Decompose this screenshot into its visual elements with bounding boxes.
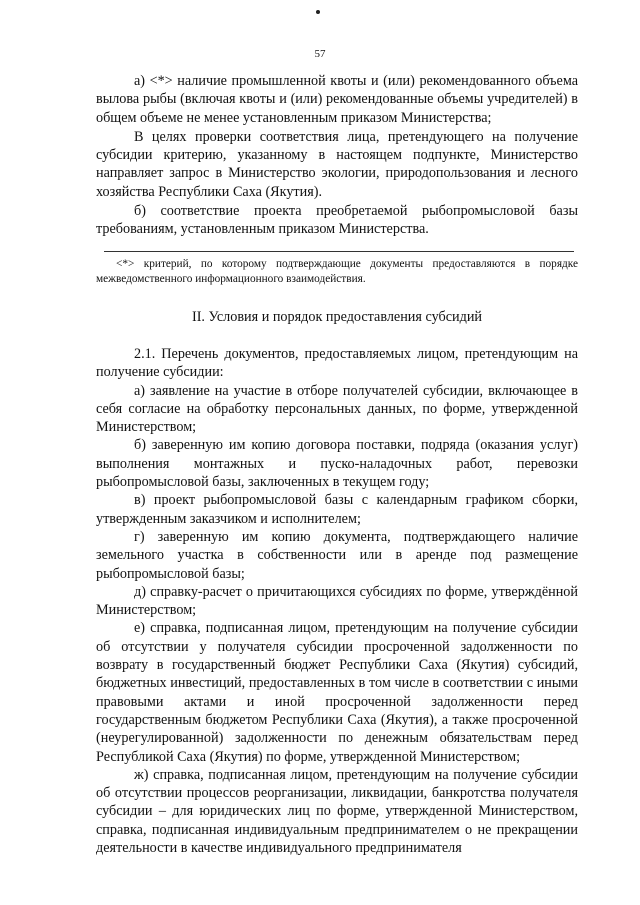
footnote-separator (104, 251, 574, 252)
list-item-e: е) справка, подписанная лицом, претендующим на получение субсидии об отсутствии у получателя субсидии просроченной задолженности по возврату в государственный бюджет Республики Саха (Якутия) субсидий, бюджетных инвестиций, предоставленных в том числе в соответствии с иными правовыми актами и иной просроченной задолженности перед государственным бюджетом Республики Саха (Якутия), а также просроченной (неурегулированной) задолженности по денежным обязательствам перед Республикой Саха (Якутия) по форме, утвержденной Министерством; (96, 620, 578, 765)
page-content (96, 72, 578, 857)
footnote: <*> критерий, по которому подтверждающие документы предоставляются в порядке межведомственного информационного взаимодействия. (96, 257, 578, 285)
paragraph-verification-request: В целях проверки соответствия лица, претендующего на получение субсидии критерию, указанному в настоящем подпункте, Министерство направляет запрос в Министерство экологии, природопользования и лесного хозяйства Республики Саха (Якутия). (96, 128, 578, 200)
list-item-a: а) заявление на участие в отборе получателей субсидии, включающее в себя согласие на обработку персональных данных, по форме, утвержденной Министерством; (96, 382, 578, 436)
paragraph-2-1: 2.1. Перечень документов, предоставляемых лицом, претендующим на получение субсидии: (96, 345, 578, 381)
list-item-b: б) заверенную им копию договора поставки, подряда (оказания услуг) выполнения монтажных и пуско-наладочных работ, перевозки рыбопромысловой базы, заключенных в текущем году; (96, 437, 578, 491)
paragraph-project-compliance: б) соответствие проекта преобретаемой рыбопромысловой базы требованиям, установленным приказом Министерства. (96, 203, 578, 238)
scan-mark (316, 10, 320, 14)
list-item-zh: ж) справка, подписанная лицом, претендующим на получение субсидии об отсутствии процессов реорганизации, ликвидации, банкротства получателя субсидии – для юридических лиц по форме, утвержденной Министерством, справка, подписанная индивидуальным предпринимателем о не прекращении деятельности в качестве индивидуального предпринимателя (96, 766, 578, 856)
list-item-g: г) заверенную им копию документа, подтверждающего наличие земельного участка в собственности или в аренде под размещение рыбопромысловой базы; (96, 528, 578, 582)
list-item-d: д) справку-расчет о причитающихся субсидиях по форме, утверждённой Министерством; (96, 583, 578, 619)
list-item-v: в) проект рыбопромысловой базы с календарным графиком сборки, утвержденным заказчиком и исполнителем; (96, 492, 578, 527)
paragraph-quota-criterion: а) <*> наличие промышленной квоты и (или) рекомендованного объема вылова рыбы (включая квоты и (или) рекомендованные объемы учредителей) в общем объеме не менее установленным приказом Министерства; (96, 73, 578, 126)
page-number: 57 (314, 48, 326, 60)
section-heading: II. Условия и порядок предоставления субсидий (191, 308, 483, 325)
